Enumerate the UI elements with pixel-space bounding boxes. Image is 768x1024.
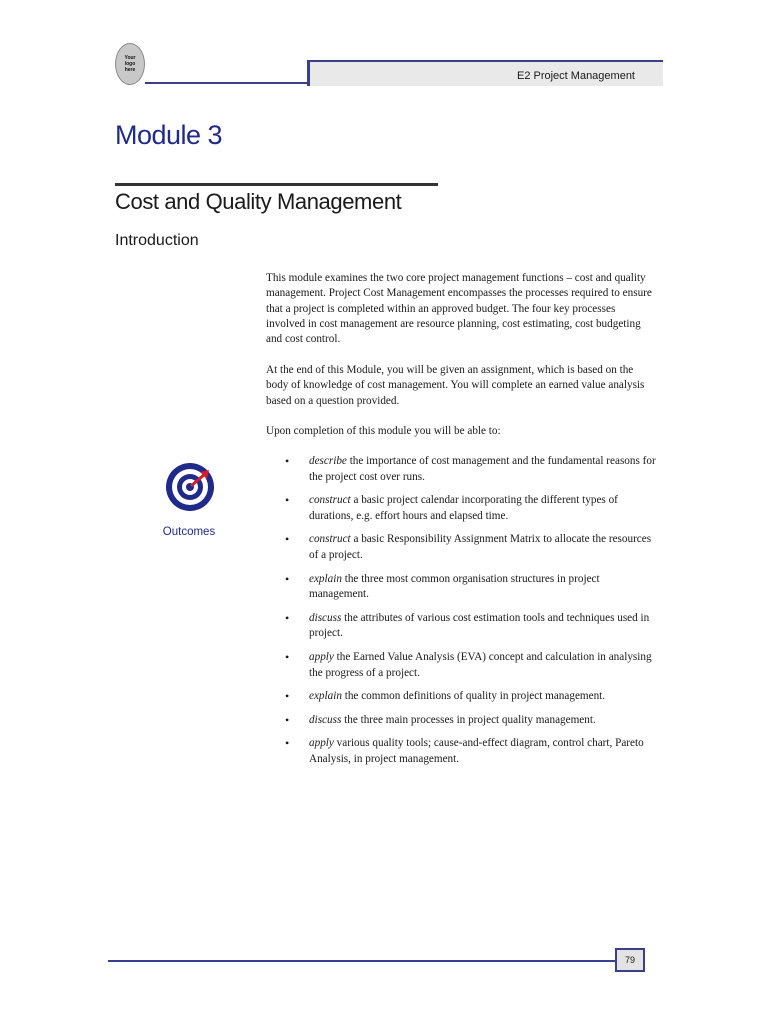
title-rule [115, 183, 438, 186]
section-title: Cost and Quality Management [115, 189, 402, 214]
module-title: Module 3 [115, 120, 223, 150]
assignment-paragraph: At the end of this Module, you will be given an assignment, which is based on the body of knowledge of cost management. You will complete an earned value analysis based on a question provided. [266, 364, 645, 407]
outcome-text: a basic Responsibility Assignment Matrix to allocate the resources of a project. [309, 533, 652, 561]
list-item [282, 532, 662, 563]
outcome-text: the three main processes in project quality management. [341, 713, 596, 726]
outcome-text: various quality tools; cause-and-effect diagram, control chart, Pareto Analysis, in project management. [309, 737, 644, 765]
target-icon [164, 461, 216, 513]
introduction-heading: Introduction [115, 232, 199, 249]
logo-text: Your logo here [124, 55, 136, 73]
list-item [282, 493, 662, 524]
outcome-verb: construct [309, 494, 351, 507]
outcome-verb: discuss [309, 713, 342, 726]
outcome-text: the attributes of various cost estimation tools and techniques used in project. [309, 611, 650, 640]
outcome-verb: describe [309, 455, 347, 467]
outcome-text: the common definitions of quality in project management. [341, 690, 606, 703]
outcome-verb: explain [309, 690, 342, 703]
list-item [282, 689, 662, 705]
completion-paragraph: Upon completion of this module you will be able to: [266, 425, 501, 437]
outcome-verb: apply [309, 737, 334, 750]
header-bar [307, 60, 663, 86]
list-item [282, 713, 662, 729]
outcome-text: the importance of cost management and the fundamental reasons for the project cost over runs. [309, 455, 656, 483]
list-item [282, 611, 662, 642]
outcome-verb: discuss [309, 611, 342, 624]
outcome-verb: explain [309, 572, 342, 585]
page-number: 79 [615, 948, 645, 972]
footer-divider [108, 960, 615, 962]
header-divider [145, 82, 310, 84]
outcome-text: a basic project calendar incorporating the different types of durations, e.g. effort hours and elapsed time. [309, 494, 618, 522]
outcomes-list [282, 454, 662, 776]
header-title: E2 Project Management [516, 70, 635, 82]
intro-paragraph: This module examines the two core project management functions – cost and quality management. Project Cost Management encompasses the processes required to ensure that a project is completed within an approved budget. The four key processes involved in cost management are resource planning, cost estimating, cost budgeting and cost control. [266, 272, 652, 346]
list-item [282, 650, 662, 681]
outcome-text: the Earned Value Analysis (EVA) concept and calculation in analysing the progress of a project. [309, 650, 652, 679]
outcome-verb: apply [309, 650, 334, 663]
outcome-text: the three most common organisation structures in project management. [309, 572, 600, 601]
outcomes-label: Outcomes [162, 526, 216, 538]
list-item [282, 736, 662, 767]
list-item [282, 572, 662, 603]
logo-placeholder [115, 43, 145, 85]
outcome-verb: construct [309, 533, 351, 546]
list-item [282, 454, 662, 485]
